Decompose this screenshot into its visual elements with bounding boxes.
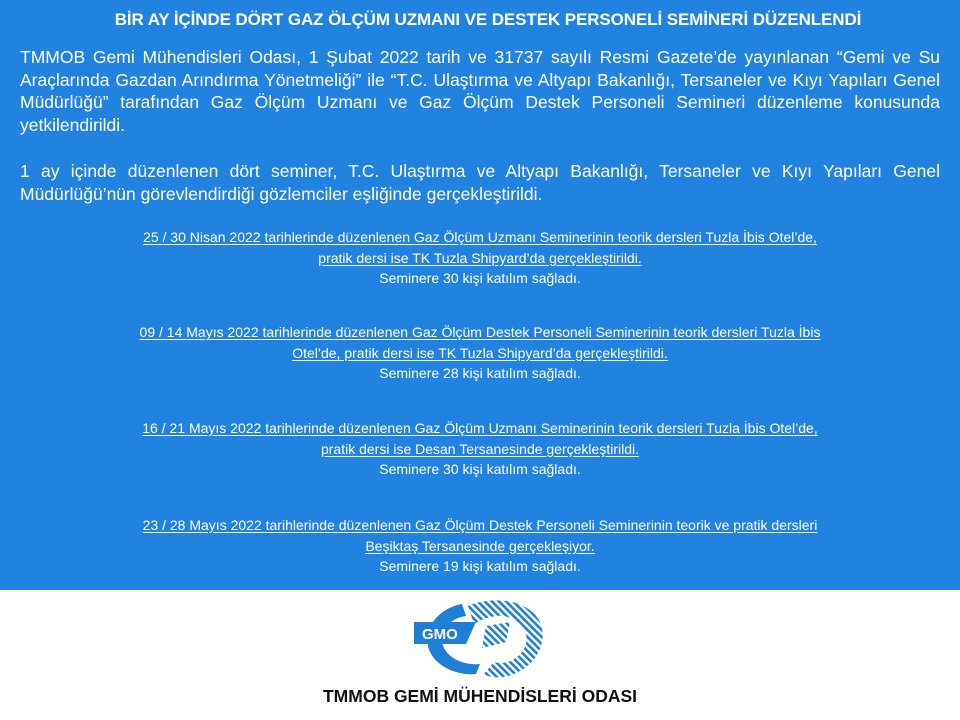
- organization-name: TMMOB GEMİ MÜHENDİSLERİ ODASI: [322, 686, 638, 706]
- logo-text: GMO: [422, 626, 458, 643]
- seminar-entry: [20, 227, 940, 289]
- intro-paragraph: TMMOB Gemi Mühendisleri Odası, 1 Şubat 2022 tarih ve 31737 sayılı Resmi Gazete’de yayınlanan “Gemi ve Su Araçlarında Gazdan Arındırma Yönetmeliği” ile “T.C. Ulaştırma ve Altyapı Bakanlığı, Tersaneler ve Kıyı Yapıları Genel Müdürlüğü” tarafından Gaz Ölçüm Uzmanı ve Gaz Ölçüm Destek Personeli Semineri düzenleme konusunda yetkilendirildi.: [20, 47, 940, 135]
- seminar-link-line[interactable]: Beşiktaş Tersanesinde gerçekleşiyor.: [365, 537, 595, 554]
- participation-text: Seminere 30 kişi katılım sağladı.: [379, 270, 581, 286]
- seminar-entry: [20, 418, 940, 480]
- participation-text: Seminere 28 kişi katılım sağladı.: [379, 365, 581, 381]
- seminar-entry: [20, 515, 940, 577]
- participation-text: Seminere 19 kişi katılım sağladı.: [379, 558, 581, 574]
- summary-paragraph: 1 ay içinde düzenlenen dört seminer, T.C. Ulaştırma ve Altyapı Bakanlığı, Tersaneler ve Kıyı Yapıları Genel Müdürlüğü’nün görevlendirdiği gözlemciler eşliğinde gerçekleştirildi.: [20, 161, 940, 204]
- seminar-link-line[interactable]: pratik dersi ise TK Tuzla Shipyard’da gerçekleştirildi.: [318, 249, 642, 266]
- seminar-link-line[interactable]: 16 / 21 Mayıs 2022 tarihlerinde düzenlenen Gaz Ölçüm Uzmanı Seminerinin teorik dersleri Tuzla İbis Otel’de,: [142, 420, 818, 436]
- seminar-entry: [20, 322, 940, 384]
- seminar-link-line[interactable]: 23 / 28 Mayıs 2022 tarihlerinde düzenlenen Gaz Ölçüm Destek Personeli Seminerinin teorik ve pratik dersleri: [142, 517, 818, 533]
- participation-text: Seminere 30 kişi katılım sağladı.: [379, 461, 581, 477]
- seminar-link-line[interactable]: pratik dersi ise Desan Tersanesinde gerçekleştirildi.: [320, 440, 639, 457]
- seminar-link-line[interactable]: 09 / 14 Mayıs 2022 tarihlerinde düzenlenen Gaz Ölçüm Destek Personeli Seminerinin teorik dersleri Tuzla İbis: [139, 324, 821, 340]
- gmo-logo-icon: [410, 592, 550, 680]
- page-title: BİR AY İÇİNDE DÖRT GAZ ÖLÇÜM UZMANI VE DESTEK PERSONELİ SEMİNERİ DÜZENLENDİ: [114, 10, 862, 29]
- seminar-link-line[interactable]: 25 / 30 Nisan 2022 tarihlerinde düzenlenen Gaz Ölçüm Uzmanı Seminerinin teorik dersleri Tuzla İbis Otel’de,: [143, 229, 817, 245]
- seminar-link-line[interactable]: Otel’de, pratik dersi ise TK Tuzla Shipyard’da gerçekleştirildi.: [292, 344, 668, 361]
